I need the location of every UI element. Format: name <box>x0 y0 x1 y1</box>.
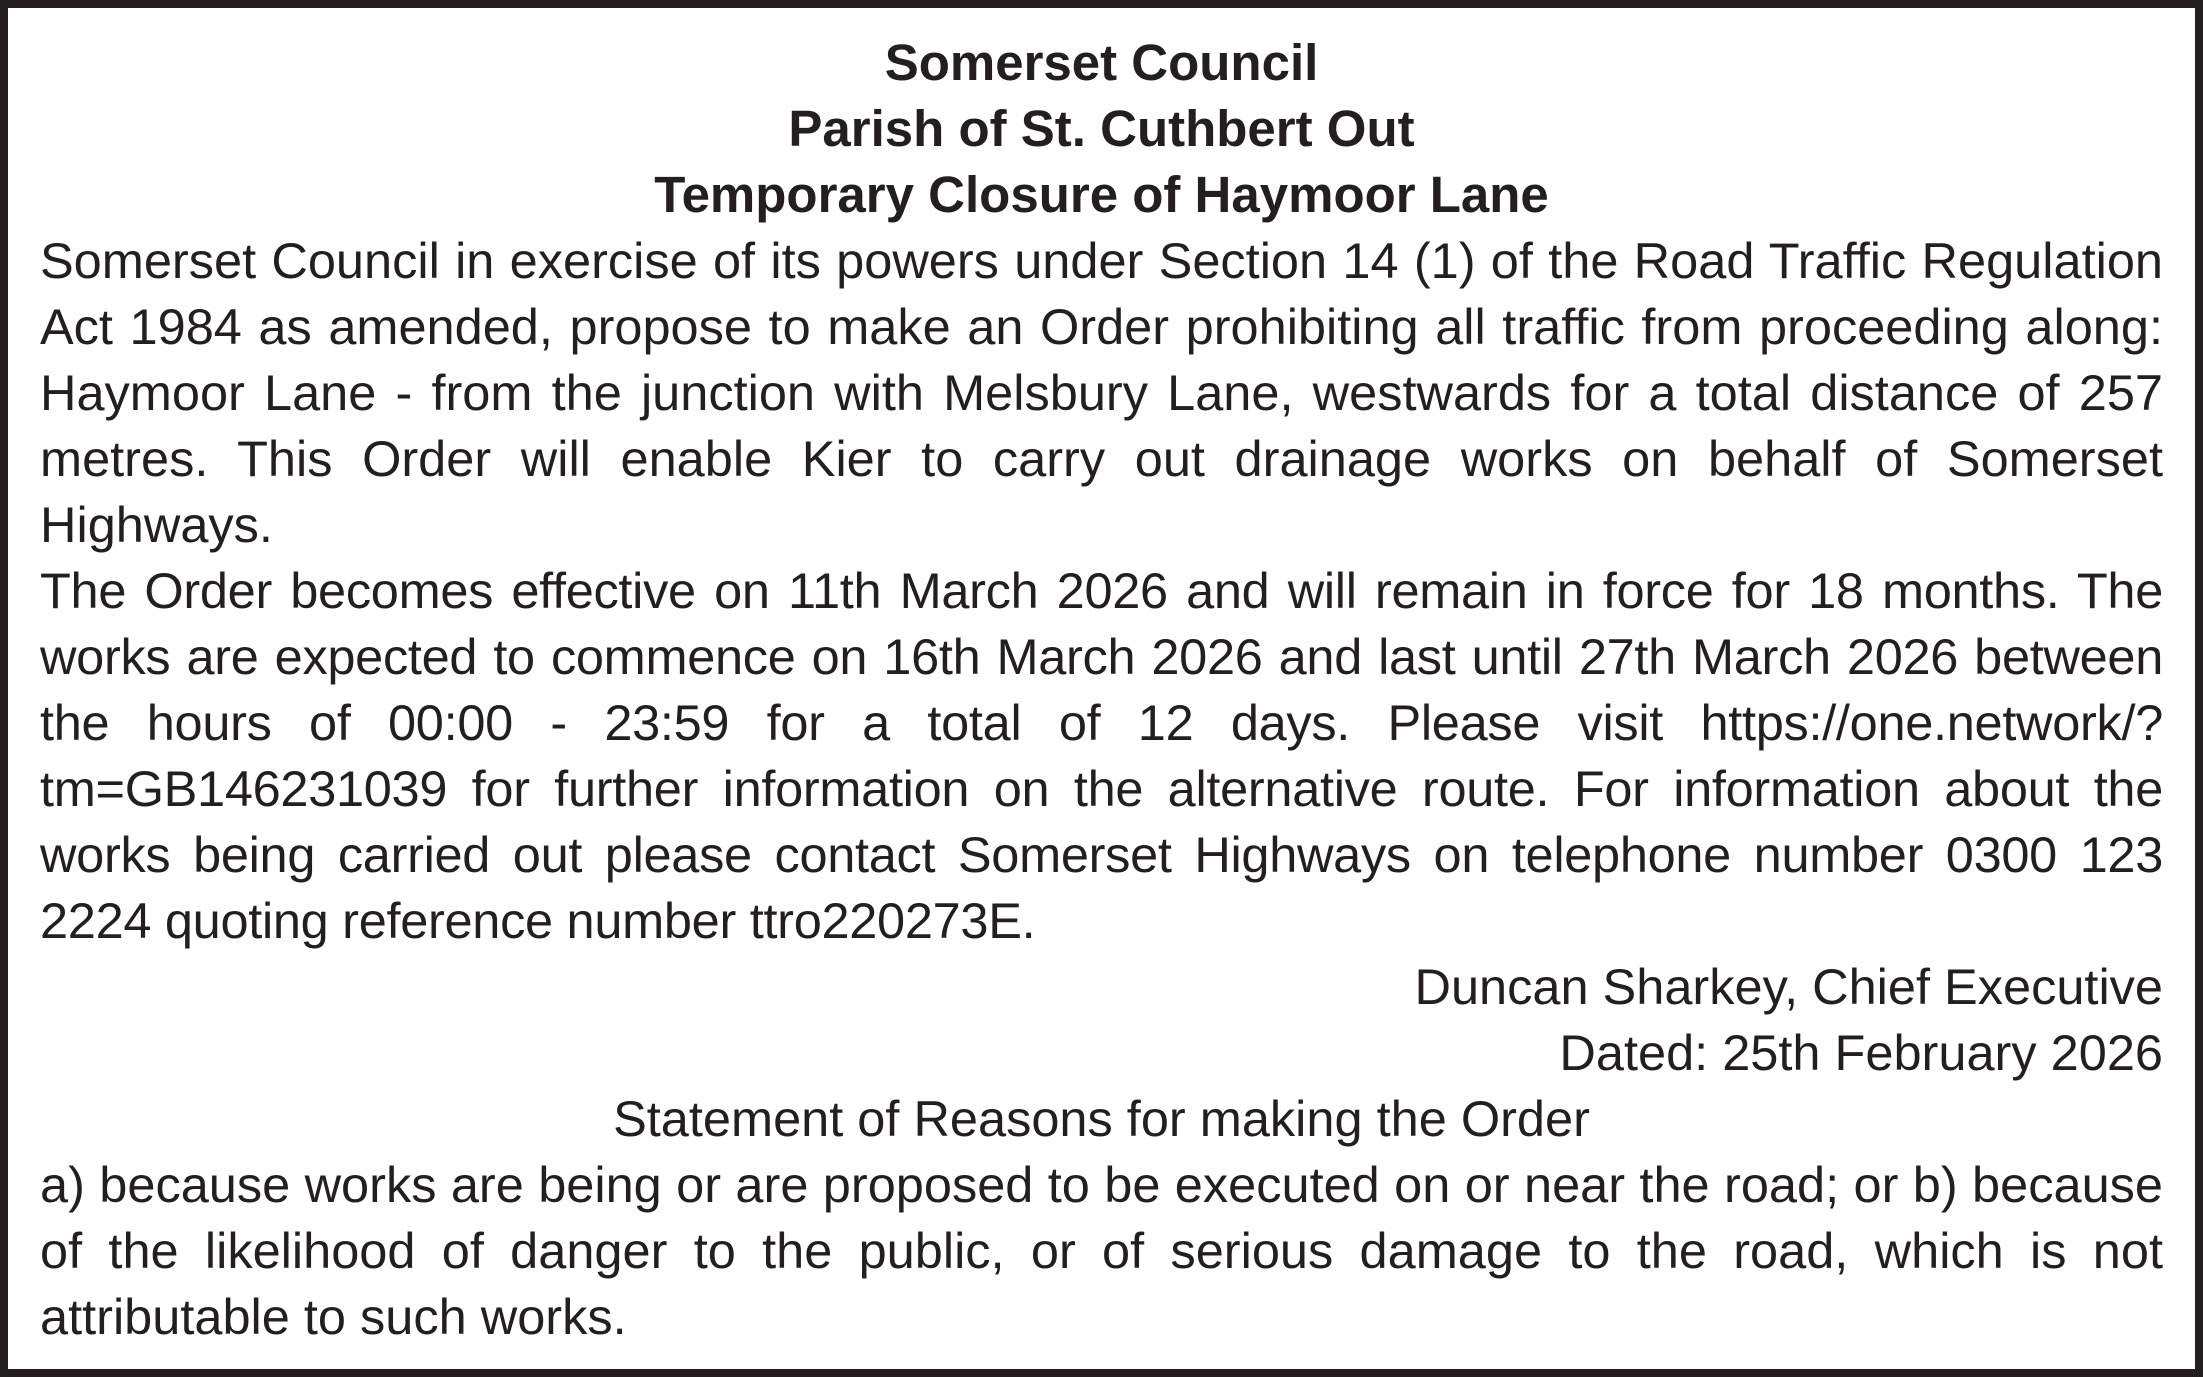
parish-heading: Parish of St. Cuthbert Out <box>788 100 1415 157</box>
order-paragraph: Somerset Council in exercise of its powers under Section 14 (1) of the Road Traffic Regulation Act 1984 as amended, propose to make an Order prohibiting all traffic from proceeding along: Haymoor Lane - from the junction with Melsbury Lane, westwards for a total distance of 257 metres. This Order will enable Kier to carry out drainage works on behalf of Somerset Highways. <box>40 232 2163 553</box>
dated-line: Dated: 25th February 2026 <box>1559 1024 2163 1081</box>
reasons-paragraph: a) because works are being or are proposed to be executed on or near the road; or b) because of the likelihood of danger to the public, or of serious damage to the road, which is not attributable to such works. <box>40 1156 2163 1345</box>
reasons-heading: Statement of Reasons for making the Order <box>613 1090 1590 1147</box>
signatory: Duncan Sharkey, Chief Executive <box>1414 958 2163 1015</box>
details-paragraph: The Order becomes effective on 11th March 2026 and will remain in force for 18 months. The works are expected to commence on 16th March 2026 and last until 27th March 2026 between the hours of 00:00 - 23:59 for a total of 12 days. Please visit https://one.network/?tm=GB146231039 for further information on the alternative route. For information about the works being carried out please contact Somerset Highways on telephone number 0300 123 2224 quoting reference number ttro220273E. <box>40 562 2163 949</box>
council-heading: Somerset Council <box>884 34 1319 91</box>
notice-title: Temporary Closure of Haymoor Lane <box>654 166 1549 223</box>
